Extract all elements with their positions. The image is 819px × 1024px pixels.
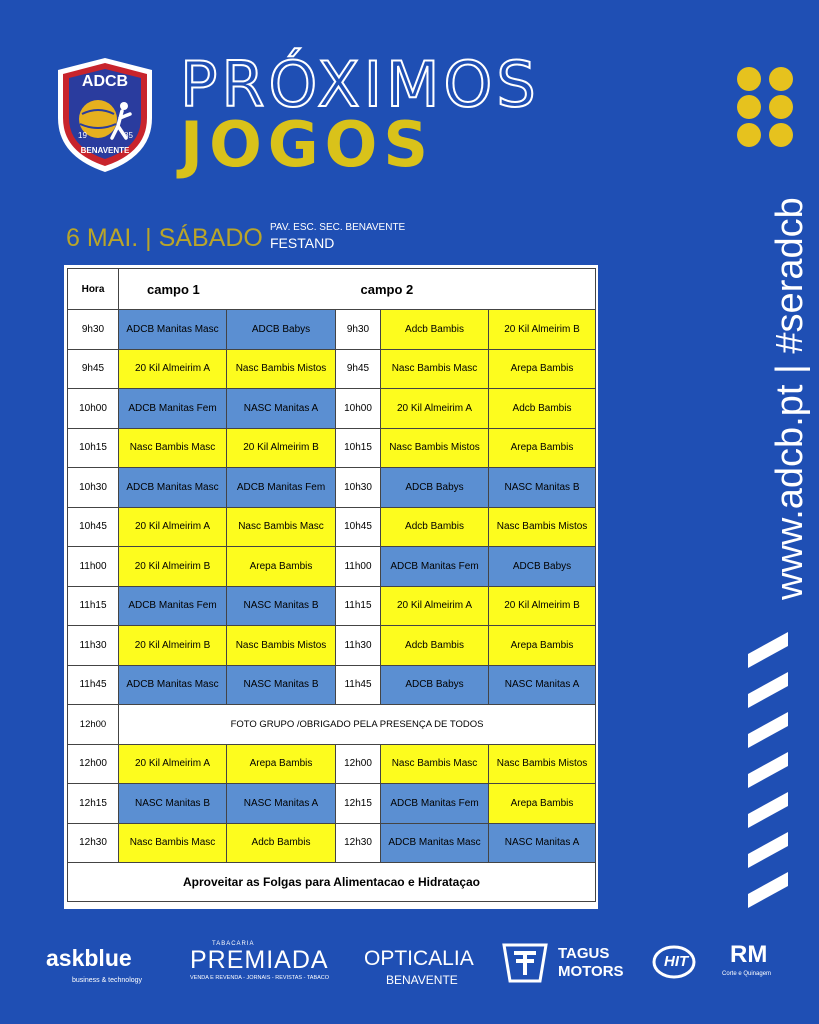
- game-campo-2-b: 20 Kil Almeirim B: [489, 586, 596, 626]
- game-campo-1-a: ADCB Manitas Masc: [119, 310, 227, 350]
- game-campo-1-b: Nasc Bambis Masc: [227, 507, 336, 547]
- time-campo-1: 9h45: [68, 349, 119, 389]
- game-campo-1-a: 20 Kil Almeirim A: [119, 349, 227, 389]
- table-row: [68, 310, 596, 350]
- logo-town: BENAVENTE: [80, 146, 130, 155]
- vertical-website-hashtag: www.adcb.pt | #seradcb: [769, 197, 811, 600]
- game-campo-1-a: 20 Kil Almeirim B: [119, 547, 227, 587]
- game-campo-1-a: 20 Kil Almeirim B: [119, 626, 227, 666]
- header-hora: Hora: [68, 269, 119, 310]
- sponsor-premiada-sub: VENDA E REVENDA - JORNAIS - REVISTAS - TABACO: [190, 975, 330, 981]
- game-campo-1-b: Nasc Bambis Mistos: [227, 626, 336, 666]
- game-campo-1-a: ADCB Manitas Masc: [119, 468, 227, 508]
- sponsor-askblue: askblue: [46, 945, 132, 971]
- game-campo-1-b: Arepa Bambis: [227, 547, 336, 587]
- time-campo-1: 12h30: [68, 823, 119, 863]
- game-campo-2-b: Arepa Bambis: [489, 349, 596, 389]
- sponsor-rm: RM: [730, 941, 768, 968]
- table-row: [68, 823, 596, 863]
- time-campo-1: 11h45: [68, 665, 119, 705]
- game-campo-2-a: ADCB Manitas Masc: [381, 823, 489, 863]
- time-campo-1: 10h15: [68, 428, 119, 468]
- game-campo-2-a: Adcb Bambis: [381, 507, 489, 547]
- game-campo-2-a: 20 Kil Almeirim A: [381, 389, 489, 429]
- game-campo-1-b: Adcb Bambis: [227, 823, 336, 863]
- logo-text: ADCB: [81, 73, 129, 90]
- dots-decoration-icon: [736, 66, 794, 148]
- time-campo-1: 10h45: [68, 507, 119, 547]
- table-header-row: [68, 269, 596, 310]
- event-date: 6 MAI. | SÁBADO: [66, 224, 263, 252]
- game-campo-2-a: Nasc Bambis Masc: [381, 349, 489, 389]
- club-logo: [52, 56, 158, 174]
- title-line-1: PRÓXIMOS: [180, 48, 540, 121]
- game-campo-1-b: ADCB Babys: [227, 310, 336, 350]
- game-campo-1-b: ADCB Manitas Fem: [227, 468, 336, 508]
- tagus-motors-icon: [500, 941, 550, 985]
- game-campo-1-b: Nasc Bambis Mistos: [227, 349, 336, 389]
- logo-year-left: 19: [78, 131, 87, 140]
- time-campo-1: 11h30: [68, 626, 119, 666]
- schedule-table: [67, 268, 596, 902]
- break-row: [68, 705, 596, 745]
- game-campo-2-a: 20 Kil Almeirim A: [381, 586, 489, 626]
- table-row: [68, 626, 596, 666]
- time-campo-1: 10h00: [68, 389, 119, 429]
- game-campo-1-b: NASC Manitas B: [227, 586, 336, 626]
- game-campo-2-b: Arepa Bambis: [489, 784, 596, 824]
- sponsor-opticalia: OPTICALIA: [364, 947, 474, 970]
- sponsor-hit: HIT: [664, 953, 689, 970]
- table-row: [68, 665, 596, 705]
- time-campo-1: 12h15: [68, 784, 119, 824]
- game-campo-2-b: 20 Kil Almeirim B: [489, 310, 596, 350]
- time-campo-2: 12h00: [336, 744, 381, 784]
- schedule-sheet: [64, 265, 598, 909]
- time-campo-1: 10h30: [68, 468, 119, 508]
- game-campo-2-b: Adcb Bambis: [489, 389, 596, 429]
- game-campo-1-a: ADCB Manitas Masc: [119, 665, 227, 705]
- sponsor-rm-sub: Corte e Quinagem: [722, 971, 772, 977]
- logo-year-right: 85: [124, 131, 133, 140]
- venue-subtitle: PAV. ESC. SEC. BENAVENTE: [270, 222, 406, 233]
- game-campo-2-a: Nasc Bambis Mistos: [381, 428, 489, 468]
- time-campo-2: 11h30: [336, 626, 381, 666]
- time-campo-2: 10h30: [336, 468, 381, 508]
- sponsor-tagus: TAGUS: [558, 945, 610, 962]
- game-campo-2-b: NASC Manitas A: [489, 665, 596, 705]
- sponsor-askblue-sub: business & technology: [72, 977, 143, 984]
- footer-note: Aproveitar as Folgas para Alimentacao e Hidrataçao: [68, 863, 596, 902]
- game-campo-1-b: NASC Manitas B: [227, 665, 336, 705]
- break-text: FOTO GRUPO /OBRIGADO PELA PRESENÇA DE TODOS: [119, 705, 596, 745]
- table-row: [68, 389, 596, 429]
- game-campo-1-b: NASC Manitas A: [227, 389, 336, 429]
- table-row: [68, 428, 596, 468]
- game-campo-1-b: Arepa Bambis: [227, 744, 336, 784]
- time-campo-2: 11h15: [336, 586, 381, 626]
- game-campo-2-a: Adcb Bambis: [381, 310, 489, 350]
- game-campo-2-a: Nasc Bambis Masc: [381, 744, 489, 784]
- sponsor-motors: MOTORS: [558, 963, 624, 980]
- footer-row: [68, 863, 596, 902]
- time-campo-2: 12h15: [336, 784, 381, 824]
- game-campo-2-b: ADCB Babys: [489, 547, 596, 587]
- time-campo-2: 10h45: [336, 507, 381, 547]
- game-campo-1-a: 20 Kil Almeirim A: [119, 507, 227, 547]
- table-row: [68, 744, 596, 784]
- game-campo-1-a: ADCB Manitas Fem: [119, 586, 227, 626]
- game-campo-1-b: NASC Manitas A: [227, 784, 336, 824]
- table-row: [68, 468, 596, 508]
- game-campo-2-a: ADCB Babys: [381, 665, 489, 705]
- sponsor-premiada: PREMIADA: [190, 946, 329, 974]
- game-campo-1-a: 20 Kil Almeirim A: [119, 744, 227, 784]
- time-campo-1: 11h00: [68, 547, 119, 587]
- table-row: [68, 586, 596, 626]
- time-campo-1: 12h00: [68, 744, 119, 784]
- title-line-2: JOGOS: [180, 108, 435, 181]
- game-campo-2-a: ADCB Babys: [381, 468, 489, 508]
- time-campo-2: 12h30: [336, 823, 381, 863]
- game-campo-1-a: ADCB Manitas Fem: [119, 389, 227, 429]
- time-campo-2: 11h00: [336, 547, 381, 587]
- table-row: [68, 784, 596, 824]
- game-campo-2-b: Nasc Bambis Mistos: [489, 507, 596, 547]
- game-campo-1-a: NASC Manitas B: [119, 784, 227, 824]
- sponsor-opticalia-sub: BENAVENTE: [386, 973, 458, 987]
- time-campo-2: 10h15: [336, 428, 381, 468]
- header-campo-1: campo 1: [119, 269, 336, 310]
- game-campo-2-b: Arepa Bambis: [489, 428, 596, 468]
- header-campo-2: campo 2: [336, 269, 596, 310]
- time-campo-2: 9h30: [336, 310, 381, 350]
- table-row: [68, 547, 596, 587]
- game-campo-2-b: Nasc Bambis Mistos: [489, 744, 596, 784]
- time-campo-2: 10h00: [336, 389, 381, 429]
- sponsor-premiada-top: TABACARIA: [212, 941, 255, 947]
- game-campo-2-a: ADCB Manitas Fem: [381, 784, 489, 824]
- game-campo-1-b: 20 Kil Almeirim B: [227, 428, 336, 468]
- time-campo-1: 11h15: [68, 586, 119, 626]
- time-campo-2: 9h45: [336, 349, 381, 389]
- game-campo-2-b: NASC Manitas A: [489, 823, 596, 863]
- stripes-decoration: [748, 632, 788, 910]
- venue-name: FESTAND: [270, 235, 335, 251]
- game-campo-1-a: Nasc Bambis Masc: [119, 428, 227, 468]
- game-campo-1-a: Nasc Bambis Masc: [119, 823, 227, 863]
- game-campo-2-a: ADCB Manitas Fem: [381, 547, 489, 587]
- game-campo-2-a: Adcb Bambis: [381, 626, 489, 666]
- table-row: [68, 507, 596, 547]
- sponsors-bar: [0, 935, 819, 995]
- game-campo-2-b: NASC Manitas B: [489, 468, 596, 508]
- game-campo-2-b: Arepa Bambis: [489, 626, 596, 666]
- time-campo-1: 9h30: [68, 310, 119, 350]
- table-row: [68, 349, 596, 389]
- time-campo-2: 11h45: [336, 665, 381, 705]
- break-time: 12h00: [68, 705, 119, 745]
